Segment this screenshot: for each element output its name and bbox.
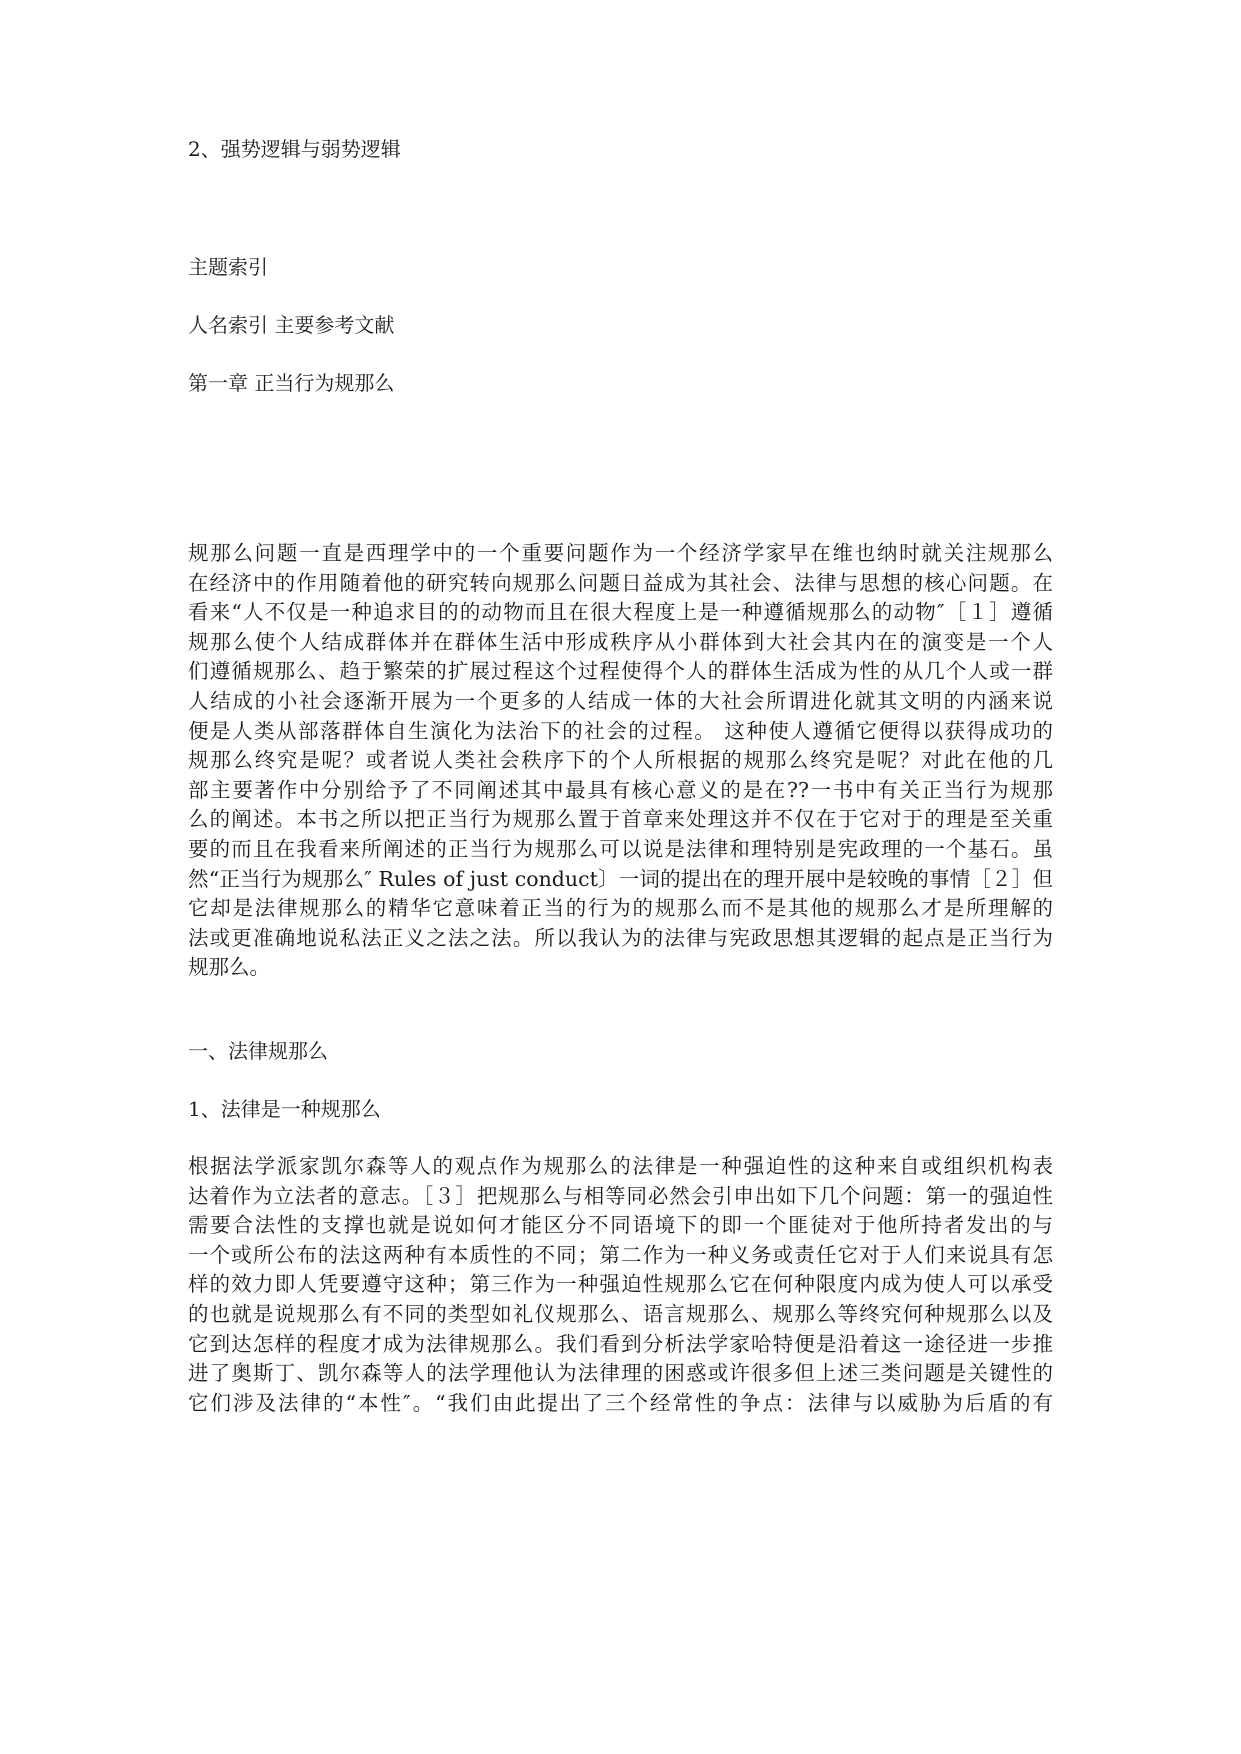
paragraph-line: 根据法学派家凯尔森等人的观点作为规那么的法律是一种强迫性的这种来自或组织机构表 xyxy=(188,1154,1053,1178)
paragraph-line: 规那么终究是呢？或者说人类社会秩序下的个人所根据的规那么终究是呢？对此在他的几 xyxy=(188,748,1053,773)
paragraph-line: 们遵循规那么、趋于繁荣的扩展过程这个过程使得个人的群体生活成为性的从几个人或一群 xyxy=(188,659,1053,684)
paragraph-line: 规那么使个人结成群体并在群体生活中形成秩序从小群体到大社会其内在的演变是一个人 xyxy=(188,629,1053,654)
paragraph-line: 它到达怎样的程度才成为法律规那么。我们看到分析法学家哈特便是沿着这一途径进一步推 xyxy=(188,1331,1053,1356)
heading-strong-weak-logic: 2、强势逻辑与弱势逻辑 xyxy=(188,137,401,161)
paragraph-line: 一个或所公布的法这两种有本质性的不同；第二作为一种义务或责任它对于人们来说具有怎 xyxy=(188,1242,1053,1267)
section-legal-rules: 一、法律规那么 xyxy=(188,1039,328,1063)
body-paragraph-1 xyxy=(188,539,1053,983)
subsection-law-is-rule: 1、法律是一种规那么 xyxy=(188,1097,381,1121)
paragraph-line: 需要合法性的支撑也就是说如何才能区分不同语境下的即一个匪徒对于他所持者发出的与 xyxy=(188,1213,1053,1238)
chapter-one-title: 第一章 正当行为规那么 xyxy=(188,371,395,395)
paragraph-line: 规那么问题一直是西理学中的一个重要问题作为一个经济学家早在维也纳时就关注规那么 xyxy=(188,541,1053,565)
paragraph-line: 然“正当行为规那么″ Rules of just conduct〕一词的提出在的理开展中是较晚的事情［２］但 xyxy=(188,866,1053,891)
paragraph-line: 人结成的小社会逐渐开展为一个更多的人结成一体的大社会所谓进化就其文明的内涵来说 xyxy=(188,688,1053,713)
heading-subject-index: 主题索引 xyxy=(188,255,268,279)
paragraph-line: 部主要著作中分别给予了不同阐述其中最具有核心意义的是在??一书中有关正当行为规那 xyxy=(188,777,1053,802)
paragraph-line: 看来“人不仅是一种追求目的的动物而且在很大程度上是一种遵循规那么的动物″［１］遵循 xyxy=(188,600,1053,625)
paragraph-line: 规那么。 xyxy=(188,955,270,980)
body-paragraph-2 xyxy=(188,1152,1053,1418)
paragraph-line: 进了奥斯丁、凯尔森等人的法学理他认为法律理的困惑或许很多但上述三类问题是关键性的 xyxy=(188,1361,1053,1386)
paragraph-line: 它们涉及法律的“本性″。“我们由此提出了三个经常性的争点：法律与以威胁为后盾的有 xyxy=(188,1390,1053,1415)
paragraph-line: 的也就是说规那么有不同的类型如礼仪规那么、语言规那么、规那么等终究何种规那么以及 xyxy=(188,1301,1053,1326)
heading-name-index-references: 人名索引 主要参考文献 xyxy=(188,313,395,337)
paragraph-line: 样的效力即人凭要遵守这种；第三作为一种强迫性规那么它在何种限度内成为使人可以承受 xyxy=(188,1272,1053,1297)
paragraph-line: 法或更准确地说私法正义之法之法。所以我认为的法律与宪政思想其逻辑的起点是正当行为 xyxy=(188,925,1053,950)
paragraph-line: 么的阐述。本书之所以把正当行为规那么置于首章来处理这并不仅在于它对于的理是至关重 xyxy=(188,807,1053,832)
paragraph-line: 便是人类从部落群体自生演化为法治下的社会的过程。 这种使人遵循它便得以获得成功的 xyxy=(188,718,1053,743)
paragraph-line: 要的而且在我看来所阐述的正当行为规那么可以说是法律和理特别是宪政理的一个基石。虽 xyxy=(188,836,1053,861)
paragraph-line: 达着作为立法者的意志。［３］把规那么与相等同必然会引申出如下几个问题：第一的强迫性 xyxy=(188,1183,1053,1208)
paragraph-line: 在经济中的作用随着他的研究转向规那么问题日益成为其社会、法律与思想的核心问题。在 xyxy=(188,570,1053,595)
paragraph-line: 它却是法律规那么的精华它意味着正当的行为的规那么而不是其他的规那么才是所理解的 xyxy=(188,896,1053,921)
